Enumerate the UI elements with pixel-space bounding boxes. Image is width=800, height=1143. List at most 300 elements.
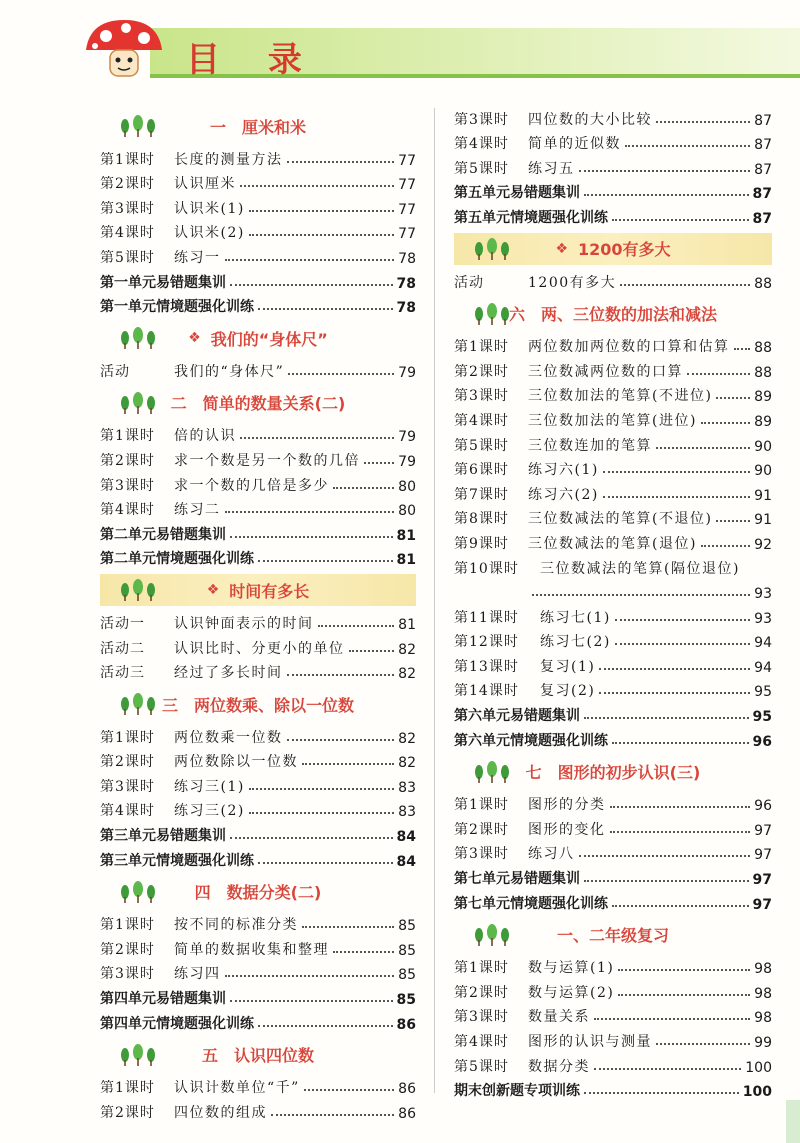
toc-entry[interactable] [100, 1073, 416, 1098]
dot-leader [716, 397, 750, 399]
entry-title: 练习八 [528, 846, 575, 863]
lesson-label: 第4课时 [454, 412, 509, 429]
toc-review-entry[interactable] [454, 700, 772, 725]
page-number: 85 [396, 992, 416, 1009]
page-number: 77 [398, 152, 416, 169]
lesson-label: 第2课时 [100, 176, 155, 193]
toc-entry[interactable] [454, 651, 772, 676]
dot-leader [612, 219, 749, 221]
page-number: 87 [752, 210, 772, 227]
toc-entry[interactable] [454, 953, 772, 978]
unit-title: 1200有多大 [578, 240, 671, 260]
toc-entry[interactable] [454, 676, 772, 701]
page-number: 80 [398, 478, 416, 495]
toc-entry[interactable] [100, 421, 416, 446]
toc-review-entry[interactable] [454, 888, 772, 913]
toc-review-entry[interactable] [100, 292, 416, 317]
page-number: 95 [752, 709, 772, 726]
lesson-label: 活动 [454, 274, 484, 291]
lesson-label: 第2课时 [454, 821, 509, 838]
entry-title: 练习四 [174, 966, 221, 983]
entry-title: 第二单元易错题集训 [100, 526, 226, 543]
diamond-icon: ❖ [188, 330, 201, 347]
page-number: 82 [398, 641, 416, 658]
entry-title: 图形的分类 [528, 797, 606, 814]
dot-leader [584, 194, 749, 196]
trees-icon [118, 391, 160, 415]
trees-icon [118, 880, 160, 904]
unit-heading [100, 110, 416, 142]
toc-review-entry[interactable] [454, 202, 772, 227]
lesson-label: 第3课时 [100, 200, 155, 217]
page-number: 87 [754, 112, 772, 129]
dot-leader [618, 969, 750, 971]
lesson-label: 第2课时 [100, 1104, 155, 1121]
page-number: 82 [398, 755, 416, 772]
toc-entry[interactable] [454, 153, 772, 178]
entry-title: 三位数减两位数的口算 [528, 363, 683, 380]
lesson-label: 第11课时 [454, 609, 519, 626]
lesson-label: 第3课时 [454, 846, 509, 863]
lesson-label: 第3课时 [100, 778, 155, 795]
page-header [0, 0, 800, 90]
dot-leader [240, 185, 394, 187]
toc-review-entry[interactable] [454, 1076, 772, 1101]
entry-title: 两位数除以一位数 [174, 754, 298, 771]
dot-leader [302, 926, 394, 928]
entry-title: 数与运算(2) [528, 984, 615, 1001]
toc-entry[interactable] [100, 144, 416, 169]
entry-title: 三位数连加的笔算 [528, 437, 652, 454]
toc-entry[interactable] [100, 633, 416, 658]
column-divider [434, 108, 435, 1093]
unit-heading [454, 233, 772, 265]
toc-entry[interactable] [454, 602, 772, 627]
lesson-label: 第2课时 [454, 363, 509, 380]
dot-leader [249, 210, 394, 212]
toc-review-entry[interactable] [100, 519, 416, 544]
page-number: 86 [398, 1081, 416, 1098]
page-number: 77 [398, 177, 416, 194]
dot-leader [615, 643, 750, 645]
toc-entry[interactable] [454, 129, 772, 154]
lesson-label: 第4课时 [100, 225, 155, 242]
lesson-label: 第13课时 [454, 658, 519, 675]
lesson-label: 第2课时 [454, 984, 509, 1001]
page-number: 96 [754, 798, 772, 815]
entry-title: 数据分类 [528, 1058, 590, 1075]
lesson-label: 第3课时 [454, 1009, 509, 1026]
toc-entry[interactable] [100, 218, 416, 243]
page-number: 87 [754, 161, 772, 178]
page-number: 86 [398, 1105, 416, 1122]
toc-entry[interactable] [454, 977, 772, 1002]
unit-heading [100, 574, 416, 606]
dot-leader [532, 594, 750, 596]
dot-leader [304, 1089, 394, 1091]
toc-entry[interactable] [454, 381, 772, 406]
entry-title: 期末创新题专项训练 [454, 1083, 580, 1100]
toc-review-entry[interactable] [100, 1008, 416, 1033]
page-number: 93 [754, 586, 772, 603]
entry-title: 练习三(2) [174, 803, 245, 820]
entry-title: 练习六(1) [528, 462, 599, 479]
entry-title: 四位数的大小比较 [528, 111, 652, 128]
dot-leader [701, 422, 750, 424]
page-number: 77 [398, 226, 416, 243]
toc-entry[interactable] [454, 356, 772, 381]
toc-entry[interactable] [100, 658, 416, 683]
dot-leader [225, 511, 395, 513]
dot-leader [716, 520, 750, 522]
dot-leader [258, 308, 393, 310]
entry-title: 第七单元易错题集训 [454, 871, 580, 888]
dot-leader [610, 806, 751, 808]
page-number: 97 [754, 822, 772, 839]
page-number: 91 [754, 487, 772, 504]
unit-heading [454, 919, 772, 951]
entry-title: 三位数减法的笔算(不退位) [528, 511, 713, 528]
dot-leader [333, 487, 394, 489]
entry-title: 经过了多长时间 [174, 665, 283, 682]
page-number: 81 [396, 552, 416, 569]
page-number: 78 [396, 300, 416, 317]
trees-icon [472, 237, 514, 261]
page-number: 92 [754, 536, 772, 553]
page-number: 98 [754, 1010, 772, 1027]
entry-title: 数与运算(1) [528, 960, 615, 977]
page-number: 100 [742, 1084, 772, 1101]
entry-title: 图形的认识与测量 [528, 1034, 652, 1050]
page-number: 99 [754, 1035, 772, 1051]
lesson-label: 第2课时 [100, 754, 155, 771]
lesson-label: 第4课时 [100, 502, 155, 519]
toc-entry[interactable] [454, 1051, 772, 1076]
page-number: 82 [398, 730, 416, 747]
entry-title: 第五单元易错题集训 [454, 185, 580, 202]
dot-leader [594, 1068, 741, 1070]
lesson-label: 第1课时 [100, 917, 155, 934]
dot-leader [288, 373, 394, 375]
dot-leader [249, 812, 394, 814]
toc-entry[interactable] [100, 747, 416, 772]
entry-title: 我们的“身体尺” [174, 363, 285, 380]
lesson-label: 第10课时 [454, 560, 519, 577]
dot-leader [620, 284, 750, 286]
entry-title: 第五单元情境题强化训练 [454, 209, 608, 226]
page-number: 87 [752, 186, 772, 203]
lesson-label: 活动 [100, 363, 130, 380]
page-number: 88 [754, 364, 772, 381]
entry-title: 第六单元情境题强化训练 [454, 732, 608, 749]
unit-title: 七 图形的初步认识(三) [525, 763, 701, 783]
toc-review-entry[interactable] [454, 725, 772, 750]
toc-entry[interactable] [454, 332, 772, 357]
entry-title: 求一个数是另一个数的几倍 [174, 452, 360, 469]
lesson-label: 第4课时 [454, 1034, 509, 1050]
toc-review-entry[interactable] [454, 863, 772, 888]
toc-entry[interactable] [454, 430, 772, 455]
lesson-label: 第14课时 [454, 683, 519, 700]
entry-title: 练习一 [174, 249, 221, 266]
lesson-label: 第2课时 [100, 941, 155, 958]
entry-title: 复习(2) [540, 683, 596, 700]
toc-entry[interactable] [454, 405, 772, 430]
dot-leader [579, 170, 751, 172]
unit-heading [100, 322, 416, 354]
entry-title: 两位数乘一位数 [174, 729, 283, 746]
dot-leader [258, 1025, 393, 1027]
page-number: 85 [398, 918, 416, 935]
dot-leader [230, 837, 393, 839]
toc-entry[interactable] [454, 504, 772, 529]
trees-icon [118, 114, 160, 138]
dot-leader [584, 1092, 739, 1094]
trees-icon [472, 302, 514, 326]
page-number: 79 [398, 429, 416, 446]
dot-leader [333, 951, 394, 953]
lesson-label: 第2课时 [100, 452, 155, 469]
dot-leader [656, 121, 750, 123]
lesson-label: 第4课时 [454, 136, 509, 153]
trees-icon [118, 1043, 160, 1067]
toc-entry[interactable] [454, 814, 772, 839]
page-number: 78 [398, 250, 416, 267]
toc-entry[interactable] [454, 839, 772, 864]
mushroom-icon [80, 16, 168, 80]
dot-leader [302, 763, 394, 765]
toc-review-entry[interactable] [100, 544, 416, 569]
entry-title: 复习(1) [540, 658, 596, 675]
dot-leader [230, 284, 393, 286]
entry-title: 认识比时、分更小的单位 [174, 640, 345, 657]
diamond-icon: ❖ [555, 240, 568, 257]
dot-leader [579, 855, 751, 857]
trees-icon [472, 760, 514, 784]
dot-leader [240, 437, 394, 439]
toc-review-entry[interactable] [100, 820, 416, 845]
toc-entry[interactable] [454, 578, 772, 603]
unit-title: 三 两位数乘、除以一位数 [161, 695, 354, 715]
unit-title: 四 数据分类(二) [194, 883, 322, 903]
toc-entry[interactable] [100, 495, 416, 520]
unit-heading [100, 688, 416, 720]
dot-leader [271, 1114, 394, 1116]
entry-title: 第三单元易错题集训 [100, 828, 226, 845]
toc-entry[interactable] [100, 771, 416, 796]
page-number: 85 [398, 967, 416, 984]
dot-leader [610, 831, 751, 833]
toc-entry[interactable] [100, 910, 416, 935]
dot-leader [603, 471, 750, 473]
dot-leader [230, 1000, 393, 1002]
dot-leader [734, 348, 751, 350]
dot-leader [603, 496, 750, 498]
page-number: 94 [754, 659, 772, 676]
page-number: 84 [396, 853, 416, 870]
dot-leader [594, 1018, 750, 1020]
toc-entry[interactable] [454, 267, 772, 292]
dot-leader [656, 447, 750, 449]
page-number: 96 [752, 733, 772, 750]
entry-title: 练习二 [174, 502, 221, 519]
entry-title: 长度的测量方法 [174, 151, 283, 168]
entry-title: 第一单元易错题集训 [100, 274, 226, 291]
dot-leader [258, 560, 393, 562]
page-title: 目 录 [186, 40, 320, 80]
toc-review-entry[interactable] [100, 267, 416, 292]
lesson-label: 活动三 [100, 665, 145, 682]
entry-title: 练习五 [528, 160, 575, 177]
lesson-label: 第1课时 [454, 797, 509, 814]
unit-title: 五 认识四位数 [201, 1046, 314, 1066]
toc-entry[interactable] [100, 445, 416, 470]
page-number: 90 [754, 438, 772, 455]
lesson-label: 第8课时 [454, 511, 509, 528]
dot-leader [318, 625, 395, 627]
entry-title: 认识计数单位“千” [174, 1080, 300, 1097]
entry-title: 练习七(2) [540, 634, 611, 651]
entry-title: 第六单元易错题集训 [454, 708, 580, 725]
dot-leader [287, 674, 395, 676]
dot-leader [225, 259, 395, 261]
page-number: 88 [754, 275, 772, 292]
toc-entry[interactable] [454, 479, 772, 504]
dot-leader [225, 975, 395, 977]
toc-entry[interactable] [100, 356, 416, 381]
lesson-label: 第12课时 [454, 634, 519, 651]
toc-entry[interactable] [100, 959, 416, 984]
lesson-label: 第5课时 [454, 160, 509, 177]
entry-title: 简单的数据收集和整理 [174, 941, 329, 958]
entry-title: 练习三(1) [174, 778, 245, 795]
toc-entry[interactable] [454, 627, 772, 652]
dot-leader [230, 536, 393, 538]
dot-leader [599, 692, 750, 694]
toc-entry[interactable] [100, 722, 416, 747]
dot-leader [612, 742, 749, 744]
entry-title: 练习七(1) [540, 609, 611, 626]
toc-entry[interactable] [100, 242, 416, 267]
page-number: 97 [752, 896, 772, 913]
toc-entry[interactable] [100, 796, 416, 821]
unit-title: 六 两、三位数的加法和减法 [508, 305, 717, 325]
entry-title: 四位数的组成 [174, 1104, 267, 1121]
dot-leader [687, 373, 750, 375]
toc-entry[interactable] [454, 528, 772, 553]
dot-leader [625, 145, 750, 147]
page-number: 83 [398, 779, 416, 796]
entry-title: 认识厘米 [174, 176, 236, 193]
page-number: 98 [754, 985, 772, 1002]
dot-leader [258, 862, 393, 864]
entry-title: 练习六(2) [528, 486, 599, 503]
entry-title: 第七单元情境题强化训练 [454, 895, 608, 912]
dot-leader [584, 717, 749, 719]
page-number: 80 [398, 503, 416, 520]
lesson-label: 第5课时 [454, 1058, 509, 1075]
dot-leader [287, 161, 395, 163]
page-number: 95 [754, 684, 772, 701]
toc-review-entry[interactable] [454, 178, 772, 203]
toc-entry[interactable] [454, 1002, 772, 1027]
unit-heading [100, 876, 416, 908]
lesson-label: 第3课时 [100, 966, 155, 983]
toc-entry[interactable] [100, 934, 416, 959]
toc-entry[interactable] [100, 193, 416, 218]
page-number: 77 [398, 201, 416, 218]
trees-icon [118, 692, 160, 716]
unit-title: 一、二年级复习 [556, 926, 669, 946]
page-edge [786, 1100, 800, 1143]
dot-leader [584, 880, 749, 882]
unit-heading [100, 387, 416, 419]
entry-title: 三位数减法的笔算(退位) [528, 535, 697, 552]
page-number: 85 [398, 942, 416, 959]
page-number: 88 [754, 340, 772, 357]
toc-entry[interactable] [454, 1026, 772, 1051]
lesson-label: 第1课时 [454, 339, 509, 356]
toc-review-entry[interactable] [100, 983, 416, 1008]
page-number: 81 [396, 527, 416, 544]
entry-title: 图形的变化 [528, 821, 606, 838]
page-number: 83 [398, 804, 416, 821]
entry-title: 倍的认识 [174, 428, 236, 445]
lesson-label: 第7课时 [454, 486, 509, 503]
dot-leader [656, 1043, 750, 1045]
toc-right-column [454, 104, 772, 1100]
toc-entry[interactable] [100, 1097, 416, 1122]
toc-entry[interactable] [100, 470, 416, 495]
page-number: 87 [754, 137, 772, 154]
lesson-label: 第1课时 [100, 729, 155, 746]
toc-entry[interactable] [454, 553, 772, 578]
dot-leader [349, 650, 395, 652]
page-number: 78 [396, 275, 416, 292]
lesson-label: 第3课时 [454, 111, 509, 128]
lesson-label: 第1课时 [100, 151, 155, 168]
page-number: 86 [396, 1016, 416, 1033]
toc-entry[interactable] [100, 608, 416, 633]
trees-icon [472, 923, 514, 947]
page-number: 98 [754, 961, 772, 978]
entry-title: 认识米(1) [174, 200, 245, 217]
toc-review-entry[interactable] [100, 845, 416, 870]
trees-icon [118, 578, 160, 602]
page-number: 79 [398, 453, 416, 470]
dot-leader [618, 994, 750, 996]
dot-leader [701, 545, 750, 547]
lesson-label: 第9课时 [454, 535, 509, 552]
lesson-label: 第3课时 [100, 477, 155, 494]
toc-entry[interactable] [100, 169, 416, 194]
page-number: 91 [754, 512, 772, 529]
entry-title: 第三单元情境题强化训练 [100, 852, 254, 869]
page-number: 97 [752, 872, 772, 889]
toc-entry[interactable] [454, 790, 772, 815]
lesson-label: 第6课时 [454, 462, 509, 479]
entry-title: 第二单元情境题强化训练 [100, 551, 254, 568]
toc-entry[interactable] [454, 104, 772, 129]
toc-entry[interactable] [454, 455, 772, 480]
trees-icon [118, 326, 160, 350]
unit-title: 一 厘米和米 [209, 117, 306, 137]
lesson-label: 活动一 [100, 615, 145, 632]
lesson-label: 第5课时 [100, 249, 155, 266]
entry-title: 三位数加法的笔算(不进位) [528, 388, 713, 405]
toc-left-column [100, 104, 416, 1122]
entry-title: 第四单元易错题集训 [100, 991, 226, 1008]
